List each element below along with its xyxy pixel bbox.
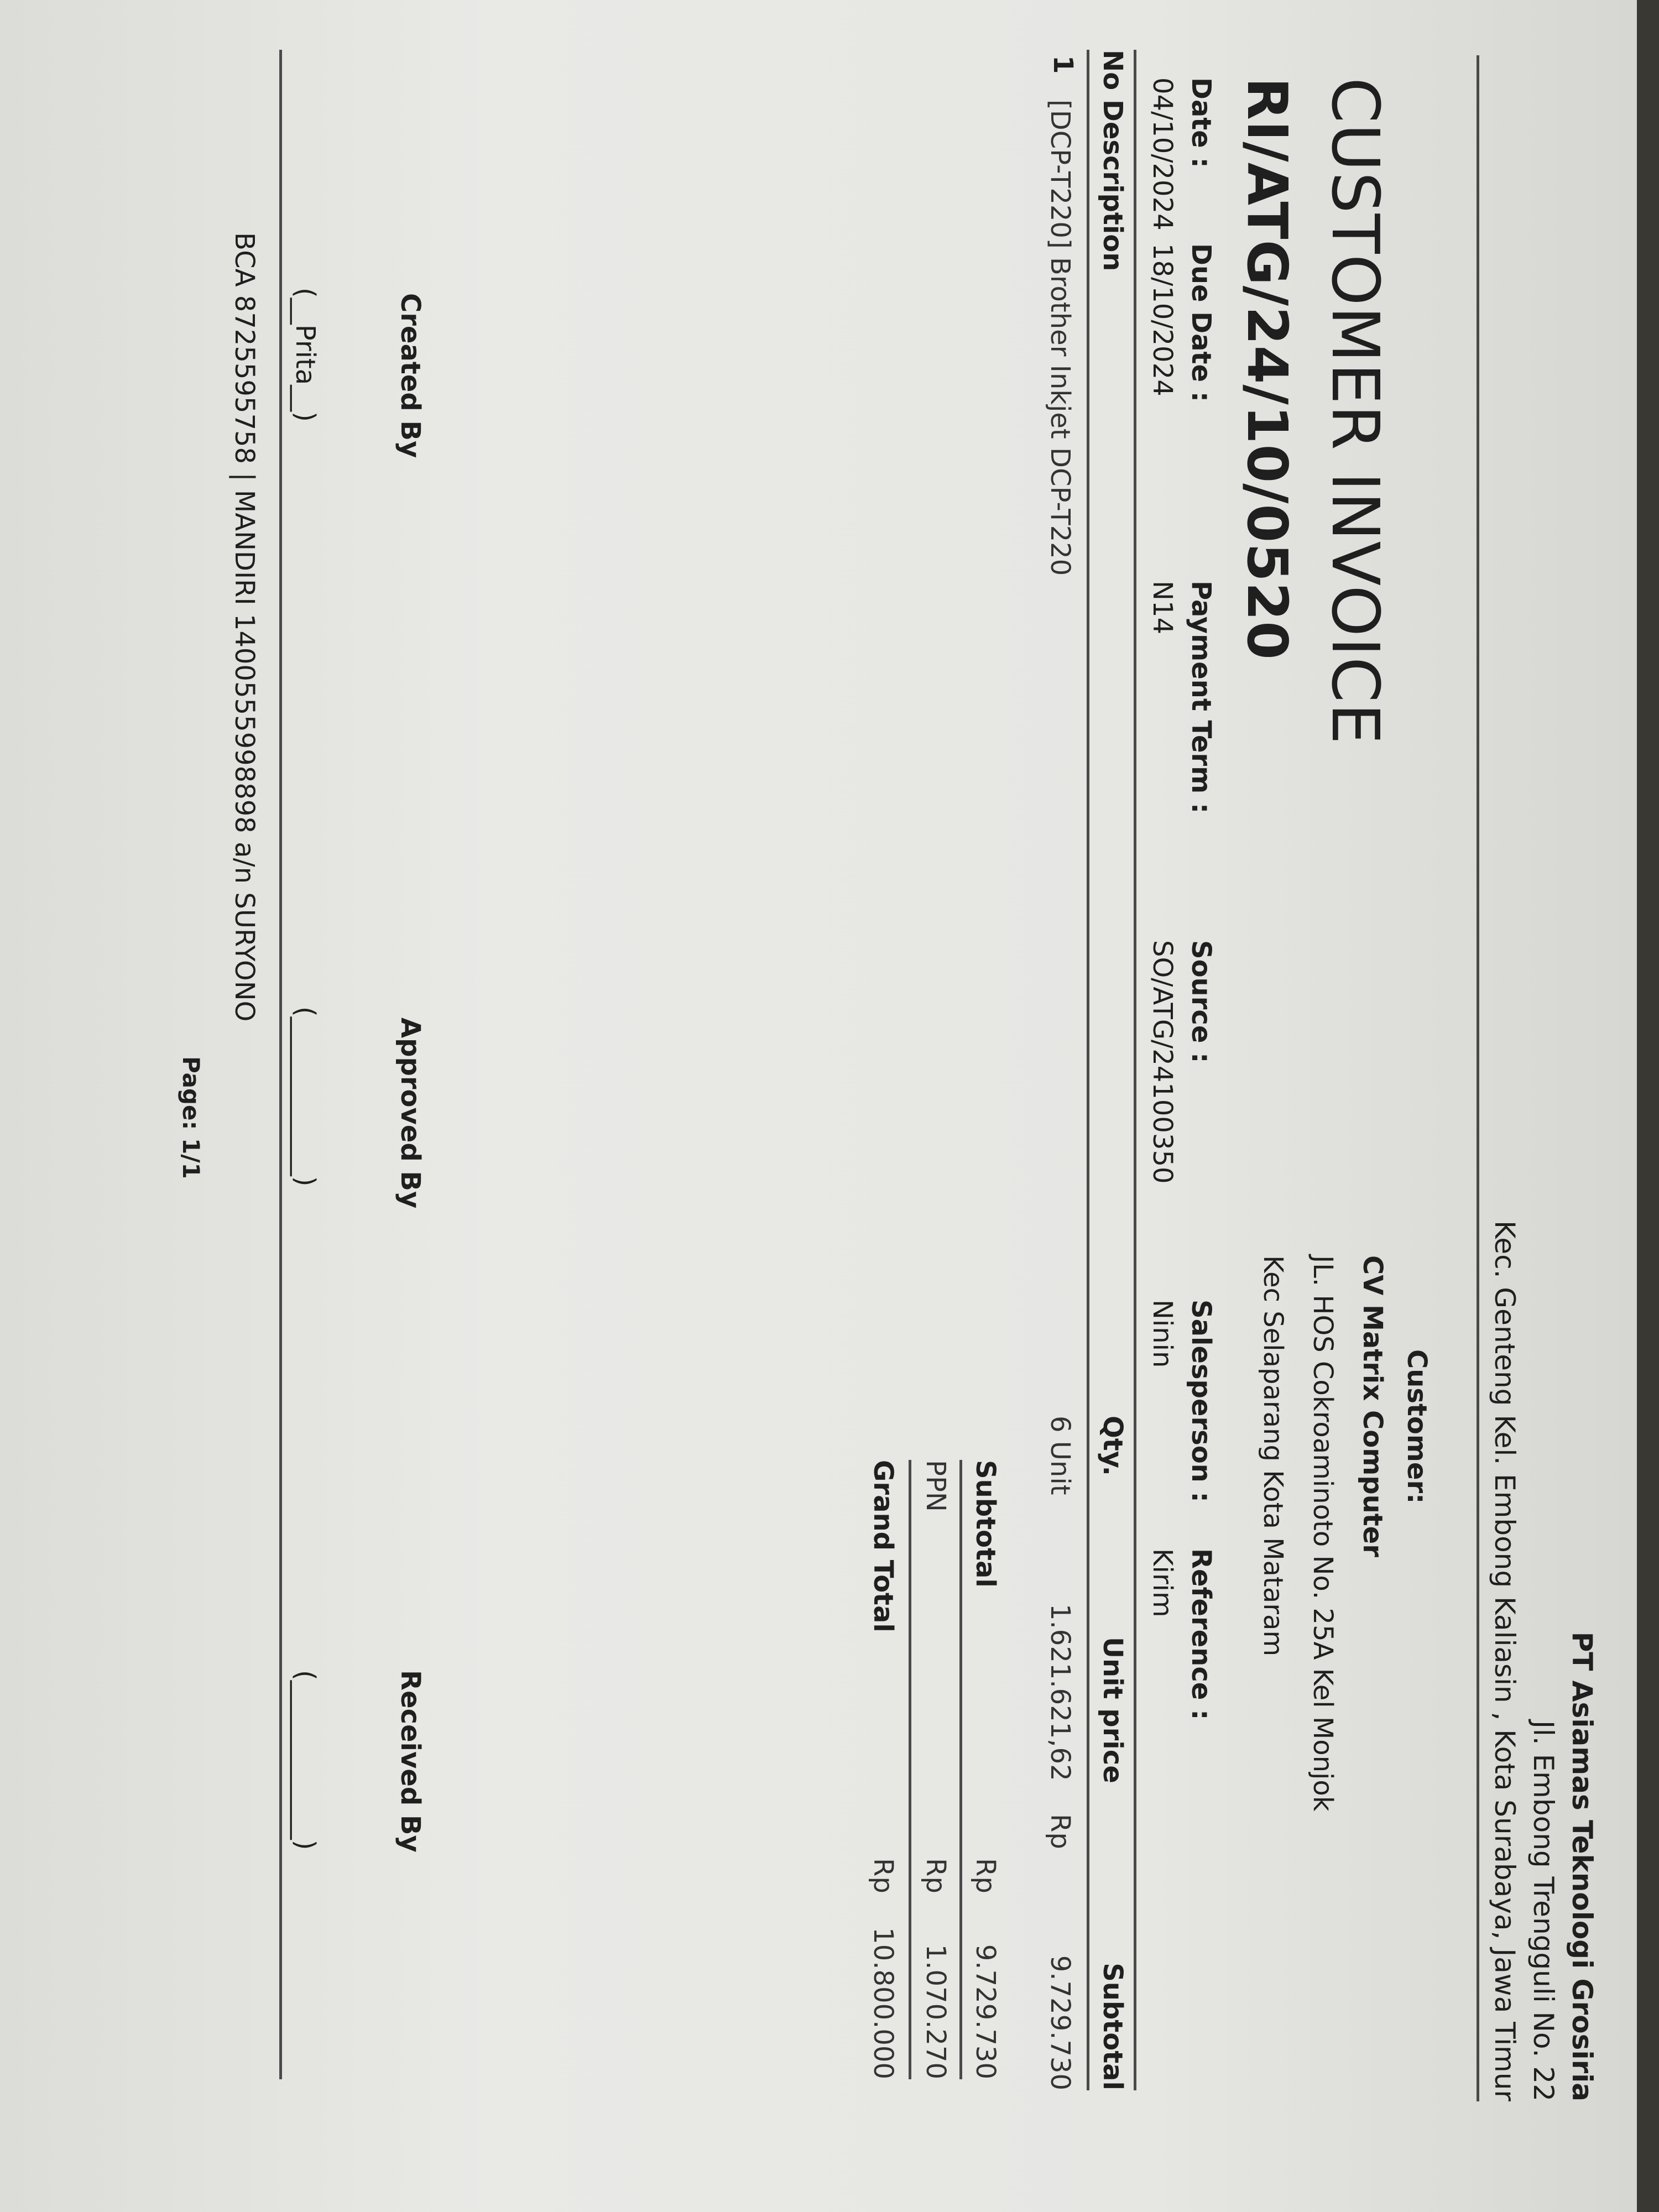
background-edge [1637, 0, 1659, 2212]
customer-address-line2: Kec Selaparang Kota Mataram [1258, 1255, 1288, 1657]
payment-term-label: Payment Term : [1186, 581, 1217, 814]
customer-address-line1: JL. HOS Cokroaminoto No. 25A Kel Monjok [1307, 1255, 1338, 1812]
header-divider [1477, 55, 1479, 2101]
grand-total-label: Grand Total [868, 1460, 899, 1632]
signature-divider [279, 50, 282, 2079]
bank-info: BCA 8725595758 | MANDIRI 1400555998898 a/n SURYONO [229, 232, 260, 1022]
salesperson-value: Ninin [1147, 1300, 1178, 1368]
source-label: Source : [1186, 940, 1217, 1063]
column-header-qty: Qty. [1097, 1416, 1128, 1476]
ppn-value: 1.070.270 [920, 1944, 951, 2079]
grand-total-currency: Rp [868, 1858, 899, 1893]
date-label: Date : [1186, 77, 1217, 168]
ppn-divider [909, 1460, 911, 2079]
row-no: 1 [1047, 55, 1078, 74]
table-top-divider [1134, 50, 1136, 2090]
approved-by-blank: (____________) [290, 1006, 321, 1187]
customer-label: Customer: [1401, 1349, 1432, 1504]
approved-by-label: Approved By [395, 1018, 426, 1209]
due-date-value: 18/10/2024 [1147, 243, 1178, 397]
salesperson-label: Salesperson : [1186, 1300, 1217, 1503]
row-currency: Rp [1045, 1814, 1076, 1849]
company-name: PT Asiamas Teknologi Grosiria [1566, 1631, 1598, 2101]
row-unit-price: 1.621.621,62 [1045, 1604, 1076, 1781]
row-description: [DCP-T220] Brother Inkjet DCP-T220 [1045, 100, 1076, 576]
row-qty: 6 Unit [1045, 1416, 1076, 1495]
company-address-line1: Jl. Embong Trengguli No. 22 [1527, 1720, 1559, 2101]
invoice-title: CUSTOMER INVOICE [1317, 77, 1394, 745]
source-value: SO/ATG/24100350 [1147, 940, 1178, 1184]
subtotal-label: Subtotal [970, 1460, 1001, 1588]
ppn-currency: Rp [920, 1858, 951, 1893]
reference-value: Kirim [1147, 1548, 1178, 1618]
subtotal-value: 9.729.730 [970, 1944, 1001, 2079]
row-subtotal: 9.729.730 [1045, 1955, 1076, 2090]
table-header-divider [1087, 50, 1089, 2090]
created-by-name: (__Prita__) [290, 288, 321, 422]
subtotal-currency: Rp [970, 1858, 1001, 1893]
company-address-line2: Kec. Genteng Kel. Embong Kaliasin , Kota Surabaya, Jawa Timur [1489, 1220, 1521, 2101]
created-by-label: Created By [395, 293, 426, 458]
customer-name: CV Matrix Computer [1357, 1255, 1388, 1557]
reference-label: Reference : [1186, 1548, 1217, 1720]
received-by-label: Received By [395, 1670, 426, 1853]
ppn-label: PPN [920, 1460, 951, 1512]
column-header-unit-price: Unit price [1097, 1637, 1128, 1783]
column-header-no: No [1097, 50, 1128, 91]
page-number: Page: 1/1 [178, 1056, 205, 1179]
invoice-number: RI/ATG/24/10/0520 [1235, 77, 1300, 660]
subtotal-divider [959, 1460, 962, 2079]
grand-total-value: 10.800.000 [868, 1927, 899, 2079]
column-header-description: Description [1097, 100, 1128, 272]
due-date-label: Due Date : [1186, 243, 1217, 402]
received-by-blank: (____________) [290, 1670, 321, 1850]
column-header-subtotal: Subtotal [1097, 1963, 1128, 2090]
payment-term-value: N14 [1147, 581, 1178, 634]
date-value: 04/10/2024 [1147, 77, 1178, 231]
